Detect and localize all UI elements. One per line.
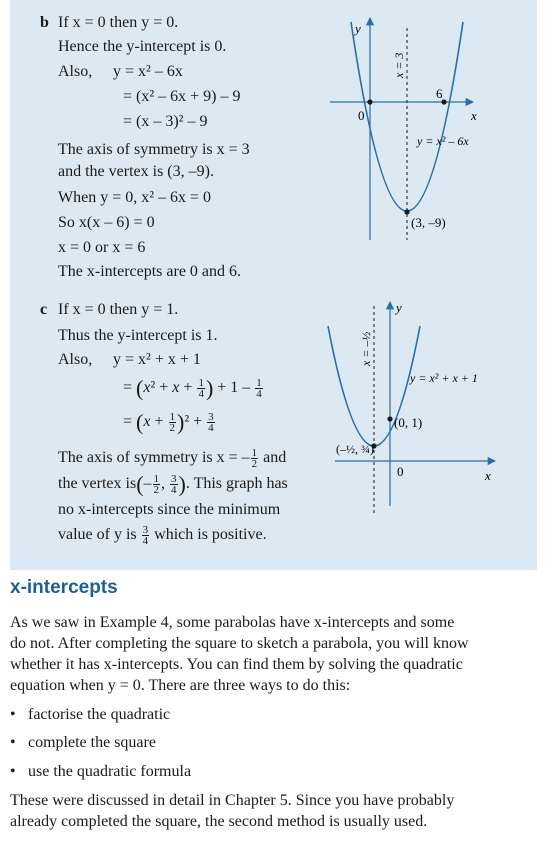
part-b-axis-line2: and the vertex is (3, –9). — [58, 163, 214, 180]
bullet-item: • complete the square — [10, 734, 156, 751]
graph-b-curve-label: y = x² – 6x — [417, 134, 469, 148]
part-c-axis-line: The axis of symmetry is x = – $\frac{1}{2}$ and — [58, 447, 287, 470]
part-c-also: Also, — [58, 351, 93, 368]
part-c-line2: Thus the y-intercept is 1. — [58, 327, 218, 344]
part-b-label: b — [40, 14, 49, 31]
section-paragraph-1 — [10, 612, 530, 696]
part-b-eq3: = (x – 3)² – 9 — [123, 113, 208, 130]
part-c-vertex-line: the vertex is(– $\frac{1}{2}$ , $\frac{3}{4}$ ). This graph has — [58, 471, 288, 497]
bullet-item: • use the quadratic formula — [10, 763, 192, 780]
graph-b — [325, 8, 535, 248]
part-b-line2: Hence the y-intercept is 0. — [58, 38, 227, 55]
part-c-eq3: = (x + $\frac{1}{2}$ )² + $\frac{3}{4}$ — [123, 409, 214, 435]
part-b-eq2: = (x² – 6x + 9) – 9 — [123, 88, 241, 105]
graph-c-point-label: (0, 1) — [394, 415, 423, 430]
graph-c-y-label: y — [396, 300, 402, 315]
graph-b-origin-label: 0 — [358, 108, 365, 123]
part-c-label: c — [40, 301, 48, 318]
graph-b-vertex-label: (3, –9) — [411, 215, 446, 230]
paragraph-2-line: These were discussed in detail in Chapter 5. Since you have probably — [10, 792, 455, 809]
graph-c-origin-label: 0 — [397, 464, 404, 479]
graph-b-origin-point — [367, 99, 372, 104]
graph-b-y-label: y — [355, 21, 361, 36]
part-b-when: When y = 0, x² – 6x = 0 — [58, 189, 212, 206]
paragraph-1-line: equation when y = 0. There are three ways to do this: — [10, 677, 351, 694]
part-b-solutions: x = 0 or x = 6 — [58, 239, 146, 256]
paragraph-1-line: whether it has x-intercepts. You can find them by solving the quadratic — [10, 656, 463, 673]
part-c-eq1: y = x² + x + 1 — [113, 351, 201, 368]
graph-c-axis-label: x = –½ — [359, 331, 373, 366]
part-b-xint: The x-intercepts are 0 and 6. — [58, 263, 242, 280]
graph-c — [330, 296, 530, 518]
paragraph-1-line: As we saw in Example 4, some parabolas have x-intercepts and some — [10, 614, 455, 631]
part-c-line1: If x = 0 then y = 1. — [58, 301, 179, 318]
paragraph-2-line: already completed the square, the second method is usually used. — [10, 813, 428, 830]
graph-b-parabola — [351, 22, 463, 211]
section-paragraph-2 — [10, 790, 530, 832]
graph-b-axis-label: x = 3 — [392, 52, 406, 78]
graph-c-x-label: x — [485, 468, 491, 483]
part-b-so: So x(x – 6) = 0 — [58, 214, 155, 231]
graph-c-vertex-label: (–½, ¾) — [336, 442, 374, 456]
part-b-axis-line1: The axis of symmetry is x = 3 — [58, 141, 250, 158]
part-c-no-x: no x-intercepts since the minimum — [58, 501, 281, 518]
graph-b-x-label: x — [471, 108, 477, 123]
part-c-eq2: = (x² + x + $\frac{1}{4}$ ) + 1 – $\frac{1}{4}$ — [123, 375, 262, 401]
graph-c-intercept-point — [387, 416, 392, 421]
graph-b-six-label: 6 — [436, 86, 443, 101]
part-b-also: Also, — [58, 63, 93, 80]
graph-b-vertex-point — [404, 209, 409, 214]
section-heading: x-intercepts — [10, 577, 118, 598]
part-b-line1: If x = 0 then y = 0. — [58, 14, 179, 31]
part-c-value-line: value of y is $\frac{3}{4}$ which is positive. — [58, 524, 267, 547]
graph-c-curve-label: y = x² + x + 1 — [410, 371, 478, 385]
bullet-item: • factorise the quadratic — [10, 706, 171, 723]
part-b-eq1: y = x² – 6x — [113, 63, 183, 80]
paragraph-1-line: do not. After completing the square to sketch a parabola, you will know — [10, 635, 469, 652]
